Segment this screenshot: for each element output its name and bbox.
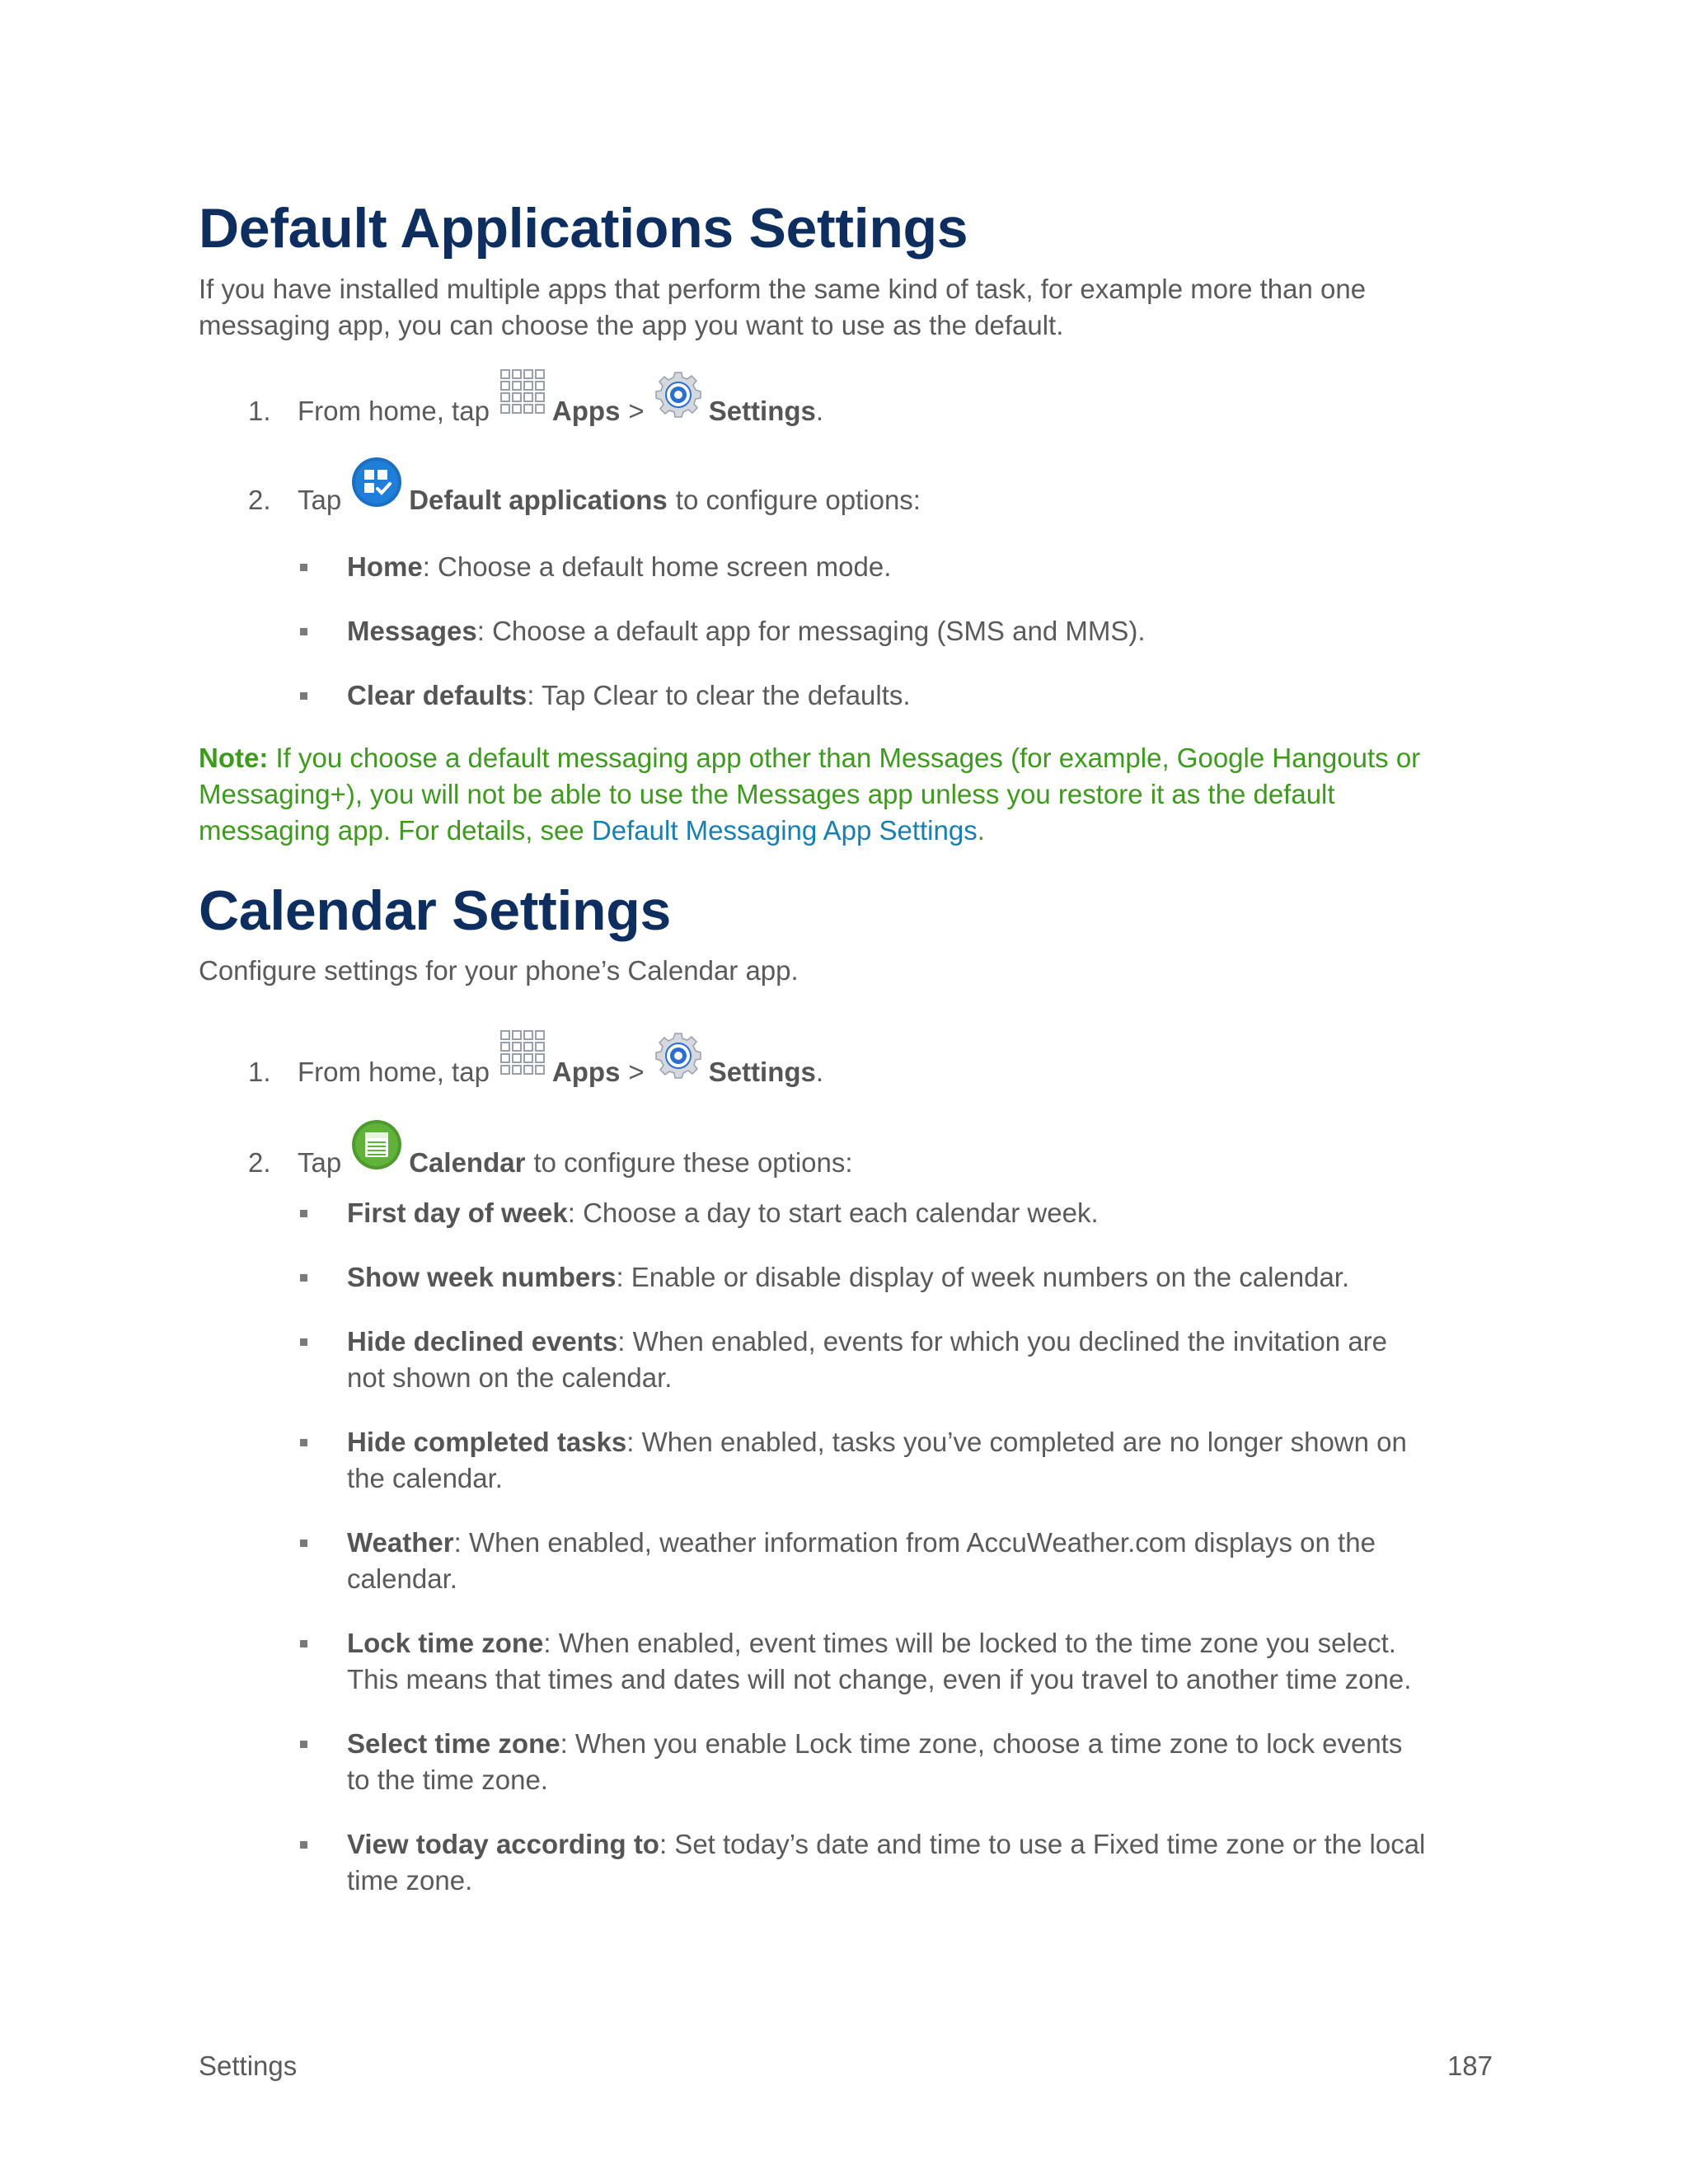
- settings-gear-icon: [653, 1030, 704, 1090]
- page-footer: [199, 2050, 1493, 2082]
- apps-label: Apps: [551, 1056, 621, 1087]
- section-title-default-applications: Default Applications Settings: [199, 197, 968, 260]
- settings-label: Settings: [708, 1056, 816, 1087]
- section-title-calendar-settings: Calendar Settings: [199, 879, 672, 942]
- arrow-separator: >: [628, 395, 645, 426]
- step-tap: Tap: [298, 484, 342, 515]
- step-number: 1.: [248, 395, 271, 426]
- step-1: [199, 1042, 1493, 1102]
- list-item: Hide completed tasks: When enabled, tasks you’ve completed are no longer shown on the calendar.: [199, 1424, 1493, 1497]
- section-intro: Configure settings for your phone’s Calendar app.: [199, 955, 799, 986]
- list-item: Clear defaults: Tap Clear to clear the defaults.: [199, 677, 1493, 714]
- settings-label: Settings: [708, 395, 816, 426]
- step-number: 2.: [248, 1146, 271, 1178]
- step-number: 1.: [248, 1056, 271, 1087]
- step-1: [199, 381, 1493, 441]
- list-item: Hide declined events: When enabled, events for which you declined the invitation are not shown on the calendar.: [199, 1324, 1493, 1396]
- note-text: If you choose a default messaging app other than Messages (for example, Google Hangouts or Messaging+), you will not be able to use the Messages app unless you restore it as the default messaging app. For details, see: [199, 743, 1421, 846]
- default-applications-icon: [351, 457, 402, 517]
- default-apps-options-list: [199, 549, 1493, 714]
- list-item: Show week numbers: Enable or disable display of week numbers on the calendar.: [199, 1259, 1493, 1296]
- note-paragraph: Note: If you choose a default messaging app other than Messages (for example, Google Hangouts or Messaging+), you will not be able to use the Messages app unless you restore it as the default messaging app. For details, see Default Messaging App Settings.: [199, 743, 1421, 846]
- list-item: First day of week: Choose a day to start each calendar week.: [199, 1195, 1493, 1231]
- list-item: View today according to: Set today’s date and time to use a Fixed time zone or the local time zone.: [199, 1826, 1493, 1899]
- apps-grid-icon: [498, 367, 547, 425]
- default-applications-label: Default applications: [409, 484, 668, 515]
- step-text: From home, tap: [298, 395, 490, 426]
- list-item: Weather: When enabled, weather information from AccuWeather.com displays on the calendar.: [199, 1525, 1493, 1597]
- note-label: Note:: [199, 743, 269, 773]
- step-text: From home, tap: [298, 1056, 490, 1087]
- calendar-label: Calendar: [409, 1146, 526, 1178]
- calendar-icon: [351, 1119, 402, 1179]
- default-messaging-app-settings-link[interactable]: Default Messaging App Settings: [591, 815, 978, 846]
- apps-label: Apps: [551, 395, 621, 426]
- step-tap: Tap: [298, 1146, 342, 1178]
- step-number: 2.: [248, 484, 271, 515]
- step-rest: to configure options:: [675, 484, 921, 515]
- page-number: 187: [1447, 2050, 1493, 2081]
- list-item: Home: Choose a default home screen mode.: [199, 549, 1493, 585]
- footer-section-name: Settings: [199, 2050, 298, 2081]
- step-end: .: [815, 395, 824, 426]
- settings-gear-icon: [653, 369, 704, 429]
- list-item: Messages: Choose a default app for messaging (SMS and MMS).: [199, 613, 1493, 649]
- step-end: .: [815, 1056, 824, 1087]
- apps-grid-icon: [498, 1028, 547, 1086]
- section-intro: If you have installed multiple apps that perform the same kind of task, for example more than one messaging app, you can choose the app you want to use as the default.: [199, 274, 1367, 340]
- step-2: [199, 1132, 1493, 1193]
- list-item: Lock time zone: When enabled, event times will be locked to the time zone you select. This means that times and dates will not change, even if you travel to another time zone.: [199, 1625, 1493, 1698]
- calendar-options-list: [199, 1195, 1493, 1899]
- step-rest: to configure these options:: [533, 1146, 853, 1178]
- list-item: Select time zone: When you enable Lock time zone, choose a time zone to lock events to the time zone.: [199, 1726, 1493, 1798]
- arrow-separator: >: [628, 1056, 645, 1087]
- step-2: [199, 470, 1493, 530]
